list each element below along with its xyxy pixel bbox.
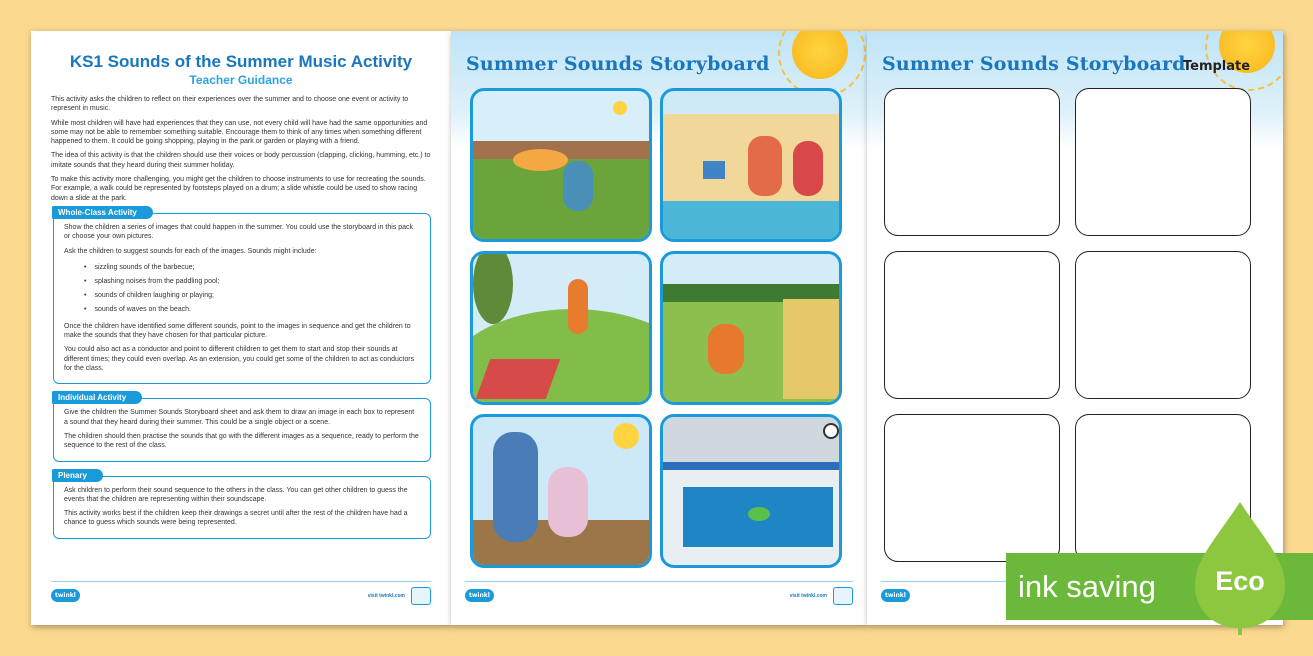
drawing-box[interactable]: [1075, 88, 1251, 236]
section-paragraph: You could also act as a conductor and point to different children to get them to start and stop their sounds at different times; they could even overlap. As an extension, you could get some of the children to act as conductors for the class.: [64, 346, 415, 373]
garden-scene-picture: [470, 88, 652, 242]
tree-icon: [473, 251, 513, 324]
section-paragraph: This activity works best if the children keep their drawings a secret until after the rest of the children have had a chance to guess which sounds were being represented.: [64, 510, 408, 527]
badge-icon: [411, 587, 431, 605]
section-paragraph: Give the children the Summer Sounds Storyboard sheet and ask them to draw an image in each box to represent a sound that they heard during their summer. This could be a single object or a scene.: [64, 409, 415, 426]
child-figure: [548, 467, 588, 537]
eco-badge-label: Eco: [1215, 566, 1265, 596]
section-paragraph: Show the children a series of images that could happen in the summer. You could use the storyboard in this pack or choose your own pictures.: [64, 223, 414, 241]
section-heading: Individual Activity: [52, 391, 142, 404]
teacher-guidance-page[interactable]: [31, 31, 451, 625]
drawing-box[interactable]: [884, 414, 1060, 562]
drawing-box[interactable]: [1075, 251, 1251, 399]
page-footer: [51, 581, 431, 603]
list-item: • sounds of waves on the beach.: [84, 303, 420, 317]
wheat-field: [783, 299, 842, 399]
twinkl-logo: twinkl: [51, 589, 80, 602]
beach-scene-picture: [660, 88, 842, 242]
page-subtitle: Teacher Guidance: [189, 73, 293, 87]
sound-list: [84, 261, 420, 317]
clock-icon: [823, 423, 839, 439]
section-paragraph: Ask the children to suggest sounds for each of the images. Sounds might include:: [64, 247, 317, 255]
ink-saving-label: ink saving: [1018, 568, 1156, 604]
adult-figure: [493, 432, 538, 542]
template-title: Summer Sounds Storyboard: [882, 53, 1186, 75]
plenary-section: [53, 470, 431, 539]
footer-url[interactable]: visit twinkl.com: [367, 592, 405, 599]
picnic-blanket: [476, 359, 561, 399]
page-footer: [465, 581, 853, 603]
cyclist-figure: [708, 324, 744, 374]
list-item: • sizzling sounds of the barbecue;: [84, 261, 420, 275]
pool-wall: [663, 417, 839, 462]
child-figure: [748, 136, 782, 196]
section-paragraph: Once the children have identified some different sounds, point to the images in sequence and get the children to make the sounds that they have chosen for that particular picture.: [64, 322, 411, 340]
park-picnic-picture: [470, 251, 652, 405]
float-icon: [748, 507, 770, 521]
sun-icon: [613, 101, 627, 115]
intro-paragraph: The idea of this activity is that the children should use their voices or body percussion (clapping, clicking, humming, etc.) to imitate sounds that they heard during their summer holiday.: [51, 152, 431, 169]
gardening-picture: [470, 414, 652, 568]
list-item: • splashing noises from the paddling pool;: [84, 275, 420, 289]
child-figure: [793, 141, 823, 196]
twinkl-logo: twinkl: [881, 589, 910, 602]
template-subtitle: Template: [1183, 59, 1251, 74]
storyboard-title: Summer Sounds Storyboard: [466, 53, 770, 75]
section-heading: Plenary: [52, 469, 103, 482]
intro-paragraph: To make this activity more challenging, you might get the children to choose instruments to use for recreating the sounds. For example, a walk could be represented by footsteps played on a drum; a slide whistle could be used to show racing down a slide at the park.: [51, 176, 426, 202]
paddling-pool-icon: [513, 149, 568, 171]
individual-section: [53, 393, 431, 461]
storyboard-page[interactable]: [451, 31, 867, 625]
section-paragraph: Ask children to perform their sound sequence to the others in the class. You can get other children to guess the events that the children are representing within their soundscape.: [64, 486, 408, 503]
drawing-box[interactable]: [884, 88, 1060, 236]
child-figure: [563, 161, 593, 211]
whole-class-section: [53, 207, 431, 384]
sea: [663, 201, 839, 239]
section-heading: Whole-Class Activity: [52, 206, 153, 219]
sun-icon: [613, 423, 639, 449]
intro-paragraph: While most children will have had experiences that they can use, not every child will have had the same opportunities and some may not be able to remember something suitable. Encourage them to think of any times when something different happened to them. It could be going shopping, playing in the park or garden or playing with a friend.: [51, 119, 428, 146]
bucket-icon: [703, 161, 725, 179]
bike-ride-picture: [660, 251, 842, 405]
drawing-box[interactable]: [884, 251, 1060, 399]
twinkl-logo: twinkl: [465, 589, 494, 602]
list-item: • sounds of children laughing or playing;: [84, 289, 420, 303]
intro-paragraph: This activity asks the children to reflect on their experiences over the summer and to choose one event or activity to represent in music.: [51, 96, 409, 113]
intro-text: [31, 87, 451, 203]
page-title: KS1 Sounds of the Summer Music Activity: [69, 52, 413, 71]
footer-url[interactable]: visit twinkl.com: [789, 592, 827, 599]
sun-icon: [792, 31, 848, 79]
swimming-pool-picture: [660, 414, 842, 568]
badge-icon: [833, 587, 853, 605]
section-paragraph: The children should then practise the sounds that go with the different images as a sequence, ready to perform the sequence to the rest of the class.: [64, 432, 419, 450]
child-figure: [568, 279, 588, 334]
